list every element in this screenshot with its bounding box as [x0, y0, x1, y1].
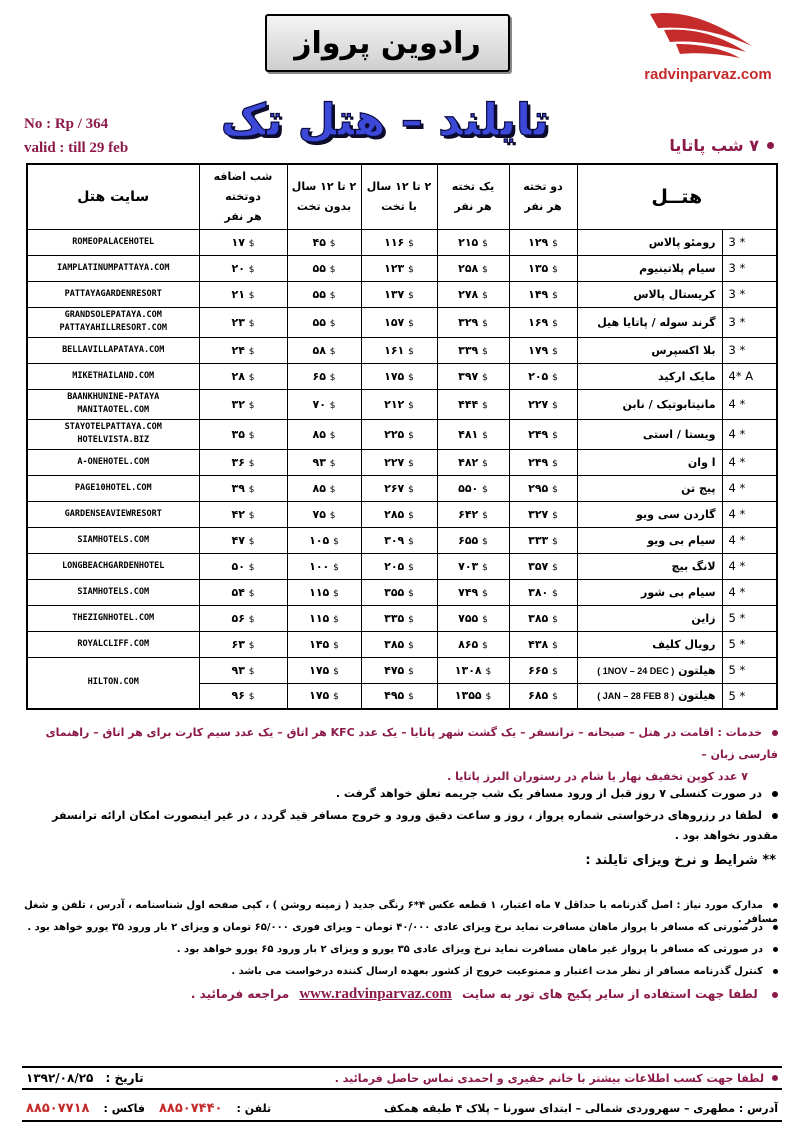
hotel-name: رومئو پالاس [577, 229, 722, 255]
price-single: ۲۱۵ $ [437, 229, 509, 255]
price-child-bed: ۱۷۵ $ [361, 363, 437, 389]
price-double: ۱۴۹ $ [509, 281, 577, 307]
hotel-stars: 5 * [722, 657, 777, 683]
table-header-row [27, 164, 777, 229]
hotel-site[interactable]: THEZIGNHOTEL.COM [27, 605, 199, 631]
price-double: ۶۸۵ $ [509, 683, 577, 709]
price-double: ۳۲۷ $ [509, 501, 577, 527]
price-child-bed: ۱۳۷ $ [361, 281, 437, 307]
price-single: ۶۴۲ $ [437, 501, 509, 527]
table-row [27, 363, 777, 389]
note-flight-info [18, 806, 778, 846]
price-extra-night: ۳۹ $ [199, 475, 287, 501]
price-child-bed: ۱۱۶ $ [361, 229, 437, 255]
price-child-bed: ۳۸۵ $ [361, 631, 437, 657]
hotel-site[interactable]: BELLAVILLAPATAYA.COM [27, 337, 199, 363]
price-extra-night: ۲۳ $ [199, 307, 287, 337]
price-child-nobed: ۵۸ $ [287, 337, 361, 363]
hotel-name: کریستال پالاس [577, 281, 722, 307]
price-single: ۳۳۹ $ [437, 337, 509, 363]
header-extra-night: شب اضافه دوتخته هر نفر [199, 164, 287, 229]
price-single: ۷۵۵ $ [437, 605, 509, 631]
price-child-nobed: ۱۱۵ $ [287, 579, 361, 605]
bullet-icon [772, 730, 778, 736]
table-row [27, 657, 777, 683]
price-child-bed: ۴۹۵ $ [361, 683, 437, 709]
price-child-bed: ۱۲۳ $ [361, 255, 437, 281]
table-row [27, 307, 777, 337]
hotel-site[interactable]: SIAMHOTELS.COM [27, 527, 199, 553]
visa-item-text: کنترل گذرنامه مسافر از نظر مدت اعتبار و ممنوعیت خروج از کشور بعهده ارسال کننده درخواست می باشد . [231, 966, 763, 977]
hotel-stars: 4 * [722, 389, 777, 419]
price-child-nobed: ۱۴۵ $ [287, 631, 361, 657]
price-extra-night: ۹۳ $ [199, 657, 287, 683]
table-row [27, 501, 777, 527]
hotel-stars: 3 * [722, 337, 777, 363]
price-single: ۱۳۰۸ $ [437, 657, 509, 683]
visa-section-title: ** شرایط و نرخ ویزای تایلند : [585, 853, 776, 868]
price-child-nobed: ۵۵ $ [287, 307, 361, 337]
header-child-nobed: ۲ تا ۱۲ سال بدون تخت [287, 164, 361, 229]
price-double: ۲۰۵ $ [509, 363, 577, 389]
price-single: ۸۶۵ $ [437, 631, 509, 657]
price-child-bed: ۲۲۷ $ [361, 449, 437, 475]
nights-label [669, 136, 774, 155]
bullet-icon [773, 925, 778, 930]
hotel-stars: 4 * [722, 449, 777, 475]
visa-item-text: در صورتی که مسافر با پرواز غیر ماهان مسافرت نماید نرخ ویزای عادی ۳۵ یورو و ویزای ۲ بار ورود ۶۵ یورو خواهد بود . [176, 944, 763, 955]
hotel-name: رویال کلیف [577, 631, 722, 657]
price-table [26, 163, 778, 710]
brand-site: radvinparvaz.com [644, 66, 772, 83]
price-double: ۳۳۳ $ [509, 527, 577, 553]
price-child-nobed: ۸۵ $ [287, 475, 361, 501]
hotel-site[interactable]: GRANDSOLEPATAYA.COM PATTAYAHILLRESORT.COM [27, 307, 199, 337]
hotel-name: ویستا / استی [577, 419, 722, 449]
tel-number[interactable]: ۸۸۵۰۷۴۴۰ [159, 1100, 223, 1116]
contact-info [335, 1072, 778, 1085]
services-line-1: خدمات : اقامت در هتل – صبحانه – ترانسفر – یک گشت شهر پاتایا – یک عدد KFC هر اتاق – یک عدد سیم کارت برای هر اتاق – راهنمای فارسی زبان – [45, 726, 778, 761]
header-site: سایت هتل [27, 164, 199, 229]
hotel-site[interactable]: LONGBEACHGARDENHOTEL [27, 553, 199, 579]
services-line-2: ۷ عدد کوپن تخفیف نهار یا شام در رستوران البرز پاتایا . [447, 770, 748, 783]
price-child-nobed: ۴۵ $ [287, 229, 361, 255]
price-child-nobed: ۱۰۰ $ [287, 553, 361, 579]
website-link[interactable]: www.radvinparvaz.com [299, 986, 452, 1002]
hotel-stars: 3 * [722, 229, 777, 255]
fax-number: ۸۸۵۰۷۷۱۸ [26, 1100, 90, 1116]
table-row [27, 579, 777, 605]
price-double: ۲۹۵ $ [509, 475, 577, 501]
tour-link-before: لطفا جهت استفاده از سایر پکیج های تور به سایت [462, 987, 758, 1001]
hotel-site[interactable]: GARDENSEAVIEWRESORT [27, 501, 199, 527]
table-row [27, 229, 777, 255]
brand-logo-box [265, 14, 510, 72]
hotel-stars: 4 * [722, 579, 777, 605]
hotel-name: هیلتون ( 1NOV – 24 DEC ) [577, 657, 722, 683]
price-child-nobed: ۸۵ $ [287, 419, 361, 449]
price-child-nobed: ۹۳ $ [287, 449, 361, 475]
price-child-nobed: ۱۱۵ $ [287, 605, 361, 631]
valid-until: valid : till 29 feb [24, 140, 129, 156]
price-double: ۳۸۵ $ [509, 605, 577, 631]
contact-info-text: لطفا جهت کسب اطلاعات بیشتر با خانم حقیری و احمدی تماس حاصل فرمائید . [334, 1071, 764, 1085]
price-extra-night: ۲۱ $ [199, 281, 287, 307]
hotel-stars: 3 * [722, 307, 777, 337]
price-child-nobed: ۵۵ $ [287, 281, 361, 307]
price-child-bed: ۲۰۵ $ [361, 553, 437, 579]
hotel-site[interactable]: MIKETHAILAND.COM [27, 363, 199, 389]
tour-link-line [18, 986, 778, 1003]
note-cancellation [18, 784, 778, 804]
price-double: ۱۷۹ $ [509, 337, 577, 363]
bullet-icon [773, 903, 778, 908]
hotel-stars: 3 * [722, 281, 777, 307]
price-extra-night: ۳۵ $ [199, 419, 287, 449]
price-single: ۵۵۰ $ [437, 475, 509, 501]
contact-bar [22, 1066, 782, 1090]
hotel-stars: 4 * [722, 527, 777, 553]
price-child-nobed: ۵۵ $ [287, 255, 361, 281]
brand-name: رادوین پرواز [294, 25, 481, 61]
bullet-icon [773, 947, 778, 952]
price-double: ۶۶۵ $ [509, 657, 577, 683]
table-row [27, 389, 777, 419]
price-child-nobed: ۶۵ $ [287, 363, 361, 389]
table-row [27, 419, 777, 449]
hotel-site[interactable]: PATTAYAGARDENRESORT [27, 281, 199, 307]
price-extra-night: ۱۷ $ [199, 229, 287, 255]
price-extra-night: ۲۸ $ [199, 363, 287, 389]
price-single: ۷۴۹ $ [437, 579, 509, 605]
tour-link-after: مراجعه فرمائید . [190, 987, 290, 1001]
hotel-name: بلا اکسپرس [577, 337, 722, 363]
hotel-site[interactable]: ROYALCLIFF.COM [27, 631, 199, 657]
price-single: ۲۷۸ $ [437, 281, 509, 307]
hotel-name: هیلتون ( 8 JAN – 28 FEB ) [577, 683, 722, 709]
price-single: ۱۳۵۵ $ [437, 683, 509, 709]
price-extra-night: ۵۶ $ [199, 605, 287, 631]
price-double: ۲۴۹ $ [509, 419, 577, 449]
price-single: ۲۵۸ $ [437, 255, 509, 281]
price-extra-night: ۹۶ $ [199, 683, 287, 709]
price-child-nobed: ۱۰۵ $ [287, 527, 361, 553]
price-child-bed: ۱۶۱ $ [361, 337, 437, 363]
bullet-icon [773, 969, 778, 974]
price-child-nobed: ۱۷۵ $ [287, 683, 361, 709]
price-single: ۴۴۴ $ [437, 389, 509, 419]
wing-logo-icon [640, 6, 760, 68]
price-extra-night: ۳۶ $ [199, 449, 287, 475]
price-child-bed: ۳۳۵ $ [361, 605, 437, 631]
hotel-site[interactable]: IAMPLATINUMPATTAYA.COM [27, 255, 199, 281]
hotel-name: ا وان [577, 449, 722, 475]
hotel-stars: 3 * [722, 255, 777, 281]
hotel-stars: 4 * [722, 475, 777, 501]
hotel-name: سیام بی ویو [577, 527, 722, 553]
hotel-site[interactable]: PAGE10HOTEL.COM [27, 475, 199, 501]
hotel-name: سیام پلاتینیوم [577, 255, 722, 281]
bullet-icon [772, 1075, 778, 1081]
price-extra-night: ۴۷ $ [199, 527, 287, 553]
price-extra-night: ۵۰ $ [199, 553, 287, 579]
bullet-icon [772, 992, 778, 998]
header-double: دو تخته هر نفر [509, 164, 577, 229]
hotel-site[interactable]: STAYOTELPATTAYA.COM HOTELVISTA.BIZ [27, 419, 199, 449]
note-text: لطفا در رزروهای درخواستی شماره پرواز ، روز و ساعت دقیق ورود و خروج مسافر قید گردد ، در غیر اینصورت امکان ارائه ترانسفر مقدور نخواهد بود . [52, 809, 778, 842]
hotel-name: گرند سوله / پاتایا هیل [577, 307, 722, 337]
hotel-site[interactable]: BAANKHUNINE-PATAYA MANITAOTEL.COM [27, 389, 199, 419]
price-extra-night: ۵۴ $ [199, 579, 287, 605]
price-double: ۱۳۵ $ [509, 255, 577, 281]
table-row [27, 553, 777, 579]
hotel-season: ( 1NOV – 24 DEC ) [597, 665, 675, 676]
price-double: ۲۲۷ $ [509, 389, 577, 419]
price-single: ۷۰۳ $ [437, 553, 509, 579]
hotel-name: لانگ بیچ [577, 553, 722, 579]
hotel-site[interactable]: A-ONEHOTEL.COM [27, 449, 199, 475]
price-extra-night: ۴۲ $ [199, 501, 287, 527]
fax-label: فاکس : [103, 1101, 145, 1115]
hotel-name: مایک ارکید [577, 363, 722, 389]
hotel-stars: 4 * [722, 419, 777, 449]
price-child-bed: ۱۵۷ $ [361, 307, 437, 337]
price-single: ۴۸۱ $ [437, 419, 509, 449]
bullet-icon [767, 142, 774, 149]
price-single: ۶۵۵ $ [437, 527, 509, 553]
price-child-bed: ۲۶۷ $ [361, 475, 437, 501]
address-text: آدرس : مطهری – سهروردی شمالی – ابتدای سورنا – پلاک ۴ طبقه همکف [383, 1101, 778, 1115]
price-single: ۳۹۷ $ [437, 363, 509, 389]
visa-item-text: در صورتی که مسافر با پرواز ماهان مسافرت نماید نرخ ویزای عادی ۴۰/۰۰۰ تومان – ویزای فوری ۶۵/۰۰۰ تومان و ویزای ۲ بار ورود ۳۵ یورو خواهد بود . [27, 922, 763, 933]
hotel-season: ( 8 JAN – 28 FEB ) [597, 691, 675, 702]
date-label: تاریخ : [105, 1071, 144, 1085]
price-child-nobed: ۱۷۵ $ [287, 657, 361, 683]
bullet-icon [772, 791, 778, 797]
hotel-stars: 5 * [722, 631, 777, 657]
table-row [27, 605, 777, 631]
table-row [27, 631, 777, 657]
price-double: ۱۲۹ $ [509, 229, 577, 255]
price-extra-night: ۲۰ $ [199, 255, 287, 281]
bullet-icon [772, 813, 778, 819]
table-row [27, 449, 777, 475]
price-double: ۴۳۸ $ [509, 631, 577, 657]
price-extra-night: ۲۴ $ [199, 337, 287, 363]
address-bar [22, 1096, 782, 1122]
price-child-bed: ۴۷۵ $ [361, 657, 437, 683]
table-row [27, 255, 777, 281]
visa-item [18, 943, 778, 957]
nights-text: ۷ شب پاتایا [669, 136, 759, 155]
table-row [27, 527, 777, 553]
price-child-bed: ۲۲۵ $ [361, 419, 437, 449]
hotel-name: مانیتابوتیک / نابن [577, 389, 722, 419]
services-text [18, 722, 778, 788]
hotel-stars: 5 * [722, 683, 777, 709]
hotel-site[interactable]: SIAMHOTELS.COM [27, 579, 199, 605]
header-hotel: هتــل [577, 164, 777, 229]
tel-label: تلفن : [236, 1101, 272, 1115]
price-child-bed: ۳۰۹ $ [361, 527, 437, 553]
table-row [27, 337, 777, 363]
price-double: ۱۶۹ $ [509, 307, 577, 337]
price-extra-night: ۳۲ $ [199, 389, 287, 419]
price-double: ۲۴۹ $ [509, 449, 577, 475]
header-child-bed: ۲ تا ۱۲ سال با تخت [361, 164, 437, 229]
table-row [27, 281, 777, 307]
note-text: در صورت کنسلی ۷ روز قبل از ورود مسافر یک شب جریمه تعلق خواهد گرفت . [335, 787, 762, 800]
price-single: ۴۸۲ $ [437, 449, 509, 475]
visa-item [18, 921, 778, 935]
price-extra-night: ۶۳ $ [199, 631, 287, 657]
hotel-site[interactable]: HILTON.COM [27, 657, 199, 709]
hotel-site[interactable]: ROMEOPALACEHOTEL [27, 229, 199, 255]
reference-number: No : Rp / 364 [24, 116, 109, 132]
hotel-stars: 5 * [722, 605, 777, 631]
date-block [26, 1071, 144, 1085]
hotel-stars: 4* A [722, 363, 777, 389]
price-child-nobed: ۷۰ $ [287, 389, 361, 419]
page-title: تایلند – هتل تک [220, 94, 550, 146]
hotel-name: پیج تن [577, 475, 722, 501]
visa-item-text: مدارک مورد نیاز : اصل گذرنامه با حداقل ۷ ماه اعتبار، ۱ قطعه عکس ۴*۶ رنگی جدید ( زمینه روشن ) ، کپی صفحه اول شناسنامه ، آدرس ، تلفن و شغل مسافر . [24, 900, 778, 925]
visa-item [18, 965, 778, 979]
price-child-nobed: ۷۵ $ [287, 501, 361, 527]
date-value: ۱۳۹۲/۰۸/۲۵ [26, 1071, 94, 1085]
price-child-bed: ۳۵۵ $ [361, 579, 437, 605]
hotel-stars: 4 * [722, 501, 777, 527]
price-child-bed: ۲۸۵ $ [361, 501, 437, 527]
price-double: ۳۵۷ $ [509, 553, 577, 579]
header-single: یک تخته هر نفر [437, 164, 509, 229]
hotel-name: گاردن سی ویو [577, 501, 722, 527]
price-child-bed: ۲۱۲ $ [361, 389, 437, 419]
price-single: ۳۲۹ $ [437, 307, 509, 337]
phones [26, 1101, 271, 1116]
price-double: ۳۸۰ $ [509, 579, 577, 605]
hotel-name: زاین [577, 605, 722, 631]
hotel-name: سیام بی شور [577, 579, 722, 605]
table-row [27, 475, 777, 501]
hotel-stars: 4 * [722, 553, 777, 579]
